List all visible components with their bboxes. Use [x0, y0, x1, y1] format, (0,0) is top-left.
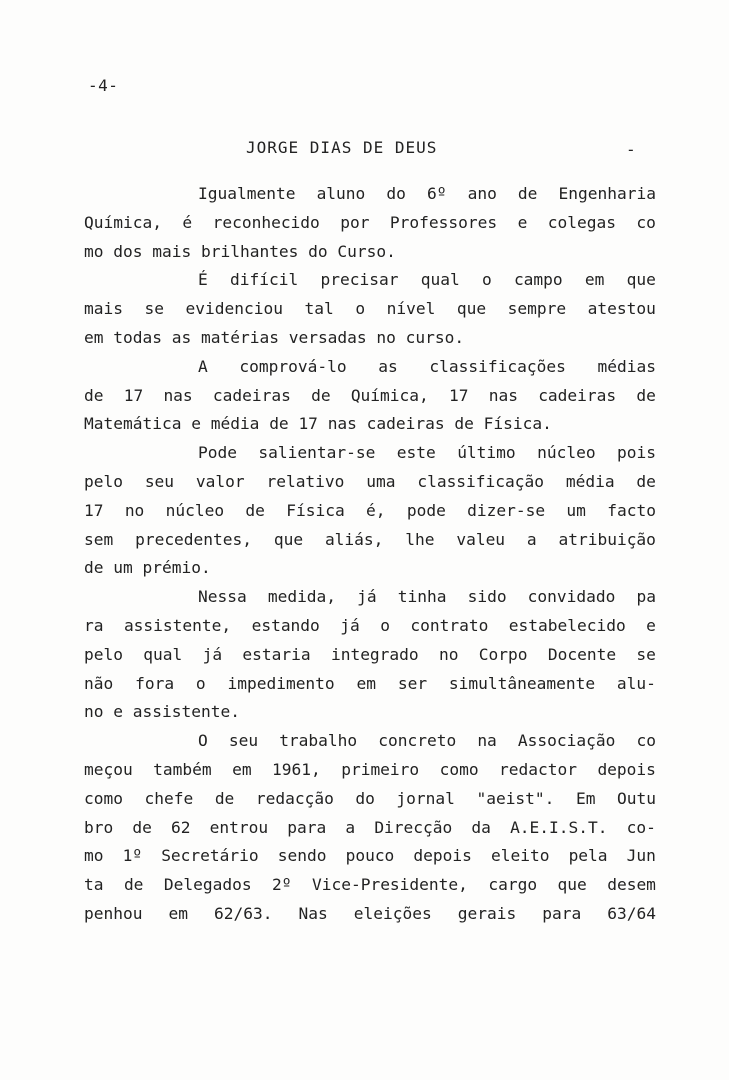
word: valeu — [456, 529, 506, 549]
word: assistente. — [132, 702, 240, 722]
body-text — [84, 180, 656, 929]
text-line — [84, 410, 656, 439]
word: pa — [636, 587, 656, 607]
word: Matemática — [84, 414, 192, 434]
word: este — [396, 443, 436, 463]
word: Associação — [517, 731, 616, 751]
text-line — [84, 468, 656, 497]
word: média — [565, 471, 615, 491]
word: por — [340, 212, 370, 232]
word: facto — [607, 500, 656, 520]
word: Física — [286, 500, 345, 520]
text-line — [84, 900, 656, 929]
word: estaria — [242, 644, 311, 664]
word: de — [269, 414, 299, 434]
word: depois — [597, 759, 656, 779]
word: do — [355, 788, 375, 808]
word: 17 — [84, 500, 104, 520]
word: seu — [228, 731, 259, 751]
word: depois — [413, 846, 472, 866]
word: campo — [513, 270, 563, 290]
word: a — [526, 529, 537, 549]
text-line — [84, 583, 656, 612]
word: co- — [626, 817, 656, 837]
word: mais — [84, 299, 123, 319]
text-line — [84, 324, 656, 353]
word: nas — [488, 385, 518, 405]
page-number: -4- — [88, 76, 119, 95]
word: também — [153, 759, 212, 779]
word: Direcção — [374, 817, 453, 837]
word: relativo — [266, 471, 345, 491]
word: 1º — [122, 846, 143, 866]
word: no — [438, 644, 459, 664]
word: o — [481, 270, 492, 290]
word: não — [84, 673, 114, 693]
word: penhou — [84, 903, 143, 923]
word: fora — [135, 673, 175, 693]
word: Em — [575, 788, 596, 808]
word: A.E.I.S.T. — [510, 817, 608, 837]
word: seu — [144, 471, 175, 491]
word: de — [84, 558, 114, 578]
word: redacção — [255, 788, 334, 808]
word: de — [517, 184, 538, 203]
word: mo — [84, 241, 114, 261]
word: atestou — [587, 299, 656, 319]
word: meçou — [84, 759, 133, 779]
text-line — [84, 842, 656, 871]
word: Corpo — [478, 644, 528, 664]
word: 62/63. — [214, 903, 273, 923]
word: reconhecido — [212, 212, 320, 232]
word: Professores — [389, 212, 498, 232]
word: 6º — [426, 184, 447, 203]
word: curso. — [405, 327, 465, 347]
word: qual — [420, 270, 460, 290]
word: sempre — [507, 299, 567, 319]
text-line — [84, 238, 656, 267]
word: de — [311, 385, 331, 405]
word: lhe — [405, 529, 435, 549]
word: que — [626, 270, 656, 290]
word: bro — [84, 817, 114, 837]
word: já — [202, 644, 223, 664]
word: 17 — [298, 414, 328, 434]
word: do — [308, 241, 338, 261]
word: em — [232, 759, 252, 779]
text-line — [84, 756, 656, 785]
word: co — [636, 212, 656, 232]
word: A — [198, 356, 208, 376]
word: jornal — [396, 788, 455, 808]
word: 62 — [171, 817, 191, 837]
word: no — [376, 327, 406, 347]
word: de — [214, 788, 235, 808]
text-line — [84, 698, 656, 727]
word: do — [386, 184, 406, 203]
word: que — [273, 529, 304, 549]
word: Secretário — [161, 846, 259, 866]
word: aliás, — [324, 529, 384, 549]
word: 2º — [272, 875, 292, 895]
word: núcleo — [165, 500, 225, 520]
word: de — [123, 875, 144, 895]
word: de — [454, 414, 484, 434]
word: Jun — [626, 846, 656, 866]
word: as — [171, 327, 201, 347]
word: eleições — [353, 903, 432, 923]
word: classificações — [429, 356, 566, 376]
word: todas — [113, 327, 172, 347]
word: concreto — [378, 731, 457, 751]
word: de — [132, 817, 152, 837]
text-line — [84, 209, 656, 238]
word: Docente — [547, 644, 617, 664]
document-heading: JORGE DIAS DE DEUS — [246, 138, 438, 157]
word: o — [355, 299, 366, 319]
word: um — [113, 558, 143, 578]
word: mais — [152, 241, 201, 261]
word: medida, — [267, 587, 337, 607]
word: de — [636, 471, 656, 491]
word: pelo — [84, 644, 123, 664]
text-line — [84, 382, 656, 411]
word: colegas — [547, 212, 616, 232]
word: cadeiras — [212, 385, 291, 405]
word: Química, — [84, 212, 162, 232]
word: uma — [366, 471, 396, 491]
word: precedentes, — [135, 529, 253, 549]
word: matérias — [200, 327, 289, 347]
word: comprová-lo — [239, 356, 347, 376]
word: ano — [467, 184, 497, 203]
word: dos — [113, 241, 153, 261]
word: como — [84, 788, 123, 808]
word: um — [566, 500, 586, 520]
word: 17 — [123, 385, 144, 405]
word: tinha — [397, 587, 447, 607]
text-line — [84, 871, 656, 900]
word: mo — [84, 846, 104, 866]
word: ta — [84, 875, 104, 895]
text-line — [84, 353, 656, 382]
word: de — [636, 385, 656, 405]
word: média — [210, 414, 270, 434]
word: médias — [597, 356, 656, 376]
word: e — [646, 615, 656, 635]
word: versadas — [288, 327, 377, 347]
word: classificação — [417, 471, 545, 491]
text-line — [84, 727, 656, 756]
stray-mark: - — [626, 140, 636, 159]
word: contrato — [410, 615, 489, 635]
word: sem — [84, 529, 114, 549]
word: e — [113, 702, 133, 722]
word: pelo — [84, 471, 123, 491]
text-line — [84, 439, 656, 468]
word: primeiro — [341, 759, 420, 779]
word: em — [356, 673, 376, 693]
word: assistente, — [123, 615, 232, 635]
word: chefe — [144, 788, 194, 808]
word: "aeist". — [476, 788, 555, 808]
word: para — [287, 817, 327, 837]
word: para — [542, 903, 582, 923]
word: pode — [406, 500, 446, 520]
word: atribuição — [558, 529, 656, 549]
word: entrou — [209, 817, 269, 837]
word: nas — [327, 414, 367, 434]
word: Pode — [198, 443, 237, 463]
word: Engenharia — [558, 184, 656, 203]
word: é — [182, 212, 193, 232]
word: difícil — [230, 270, 299, 290]
word: Curso. — [337, 241, 396, 261]
word: as — [378, 356, 398, 376]
word: convidado — [527, 587, 616, 607]
word: aluno — [316, 184, 366, 203]
word: evidenciou — [185, 299, 284, 319]
word: 17 — [449, 385, 469, 405]
word: se — [144, 299, 165, 319]
word: em — [84, 327, 114, 347]
word: cadeiras — [366, 414, 455, 434]
word: qual — [143, 644, 183, 664]
word: salientar-se — [258, 443, 376, 463]
text-line — [84, 785, 656, 814]
word: cadeiras — [538, 385, 617, 405]
word: da — [471, 817, 491, 837]
word: precisar — [320, 270, 399, 290]
word: a — [345, 817, 356, 837]
word: brilhantes — [200, 241, 309, 261]
word: sendo — [277, 846, 327, 866]
word: ra — [84, 615, 104, 635]
word: como — [439, 759, 479, 779]
text-line — [84, 641, 656, 670]
word: no — [124, 500, 145, 520]
word: impedimento — [227, 673, 335, 693]
word: estando — [251, 615, 320, 635]
word: 63/64 — [607, 903, 656, 923]
text-line — [84, 814, 656, 843]
word: pois — [617, 443, 656, 463]
word: alu- — [616, 673, 656, 693]
word: Nessa — [198, 587, 247, 607]
word: É — [198, 270, 208, 290]
text-line — [84, 612, 656, 641]
word: núcleo — [537, 443, 596, 463]
text-line — [84, 295, 656, 324]
text-line — [84, 526, 656, 555]
word: desem — [607, 875, 656, 895]
word: 1961, — [272, 759, 321, 779]
word: co — [636, 731, 656, 751]
word: Delegados — [163, 875, 252, 895]
word: cargo — [488, 875, 538, 895]
word: Física. — [483, 414, 552, 434]
word: ser — [397, 673, 428, 693]
word: nível — [386, 299, 436, 319]
word: O — [198, 731, 208, 751]
word: tal — [304, 299, 334, 319]
text-line — [84, 266, 656, 295]
word: Igualmente — [198, 184, 296, 203]
word: de — [84, 385, 104, 405]
word: estabelecido — [508, 615, 626, 635]
word: em — [584, 270, 605, 290]
word: integrado — [330, 644, 419, 664]
word: Química, — [350, 385, 429, 405]
text-line — [84, 670, 656, 699]
word: último — [457, 443, 516, 463]
word: trabalho — [279, 731, 358, 751]
text-line — [84, 554, 656, 583]
word: Outu — [617, 788, 656, 808]
word: simultâneamente — [448, 673, 596, 693]
word: dizer-se — [467, 500, 546, 520]
word: se — [636, 644, 656, 664]
word: gerais — [457, 903, 517, 923]
word: no — [84, 702, 114, 722]
word: valor — [195, 471, 245, 491]
word: sido — [467, 587, 507, 607]
word: redactor — [499, 759, 577, 779]
word: já — [357, 587, 377, 607]
word: o — [380, 615, 390, 635]
word: o — [195, 673, 206, 693]
word: é, — [366, 500, 386, 520]
word: e — [191, 414, 211, 434]
word: que — [557, 875, 587, 895]
word: pouco — [345, 846, 395, 866]
text-line — [84, 180, 656, 209]
word: eleito — [490, 846, 550, 866]
word: que — [456, 299, 487, 319]
word: na — [477, 731, 497, 751]
word: e — [517, 212, 528, 232]
word: pela — [568, 846, 608, 866]
word: nas — [163, 385, 193, 405]
word: em — [168, 903, 188, 923]
word: já — [340, 615, 360, 635]
word: prémio. — [142, 558, 211, 578]
word: Nas — [298, 903, 328, 923]
text-line — [84, 497, 656, 526]
word: de — [245, 500, 265, 520]
word: Vice-Presidente, — [311, 875, 468, 895]
